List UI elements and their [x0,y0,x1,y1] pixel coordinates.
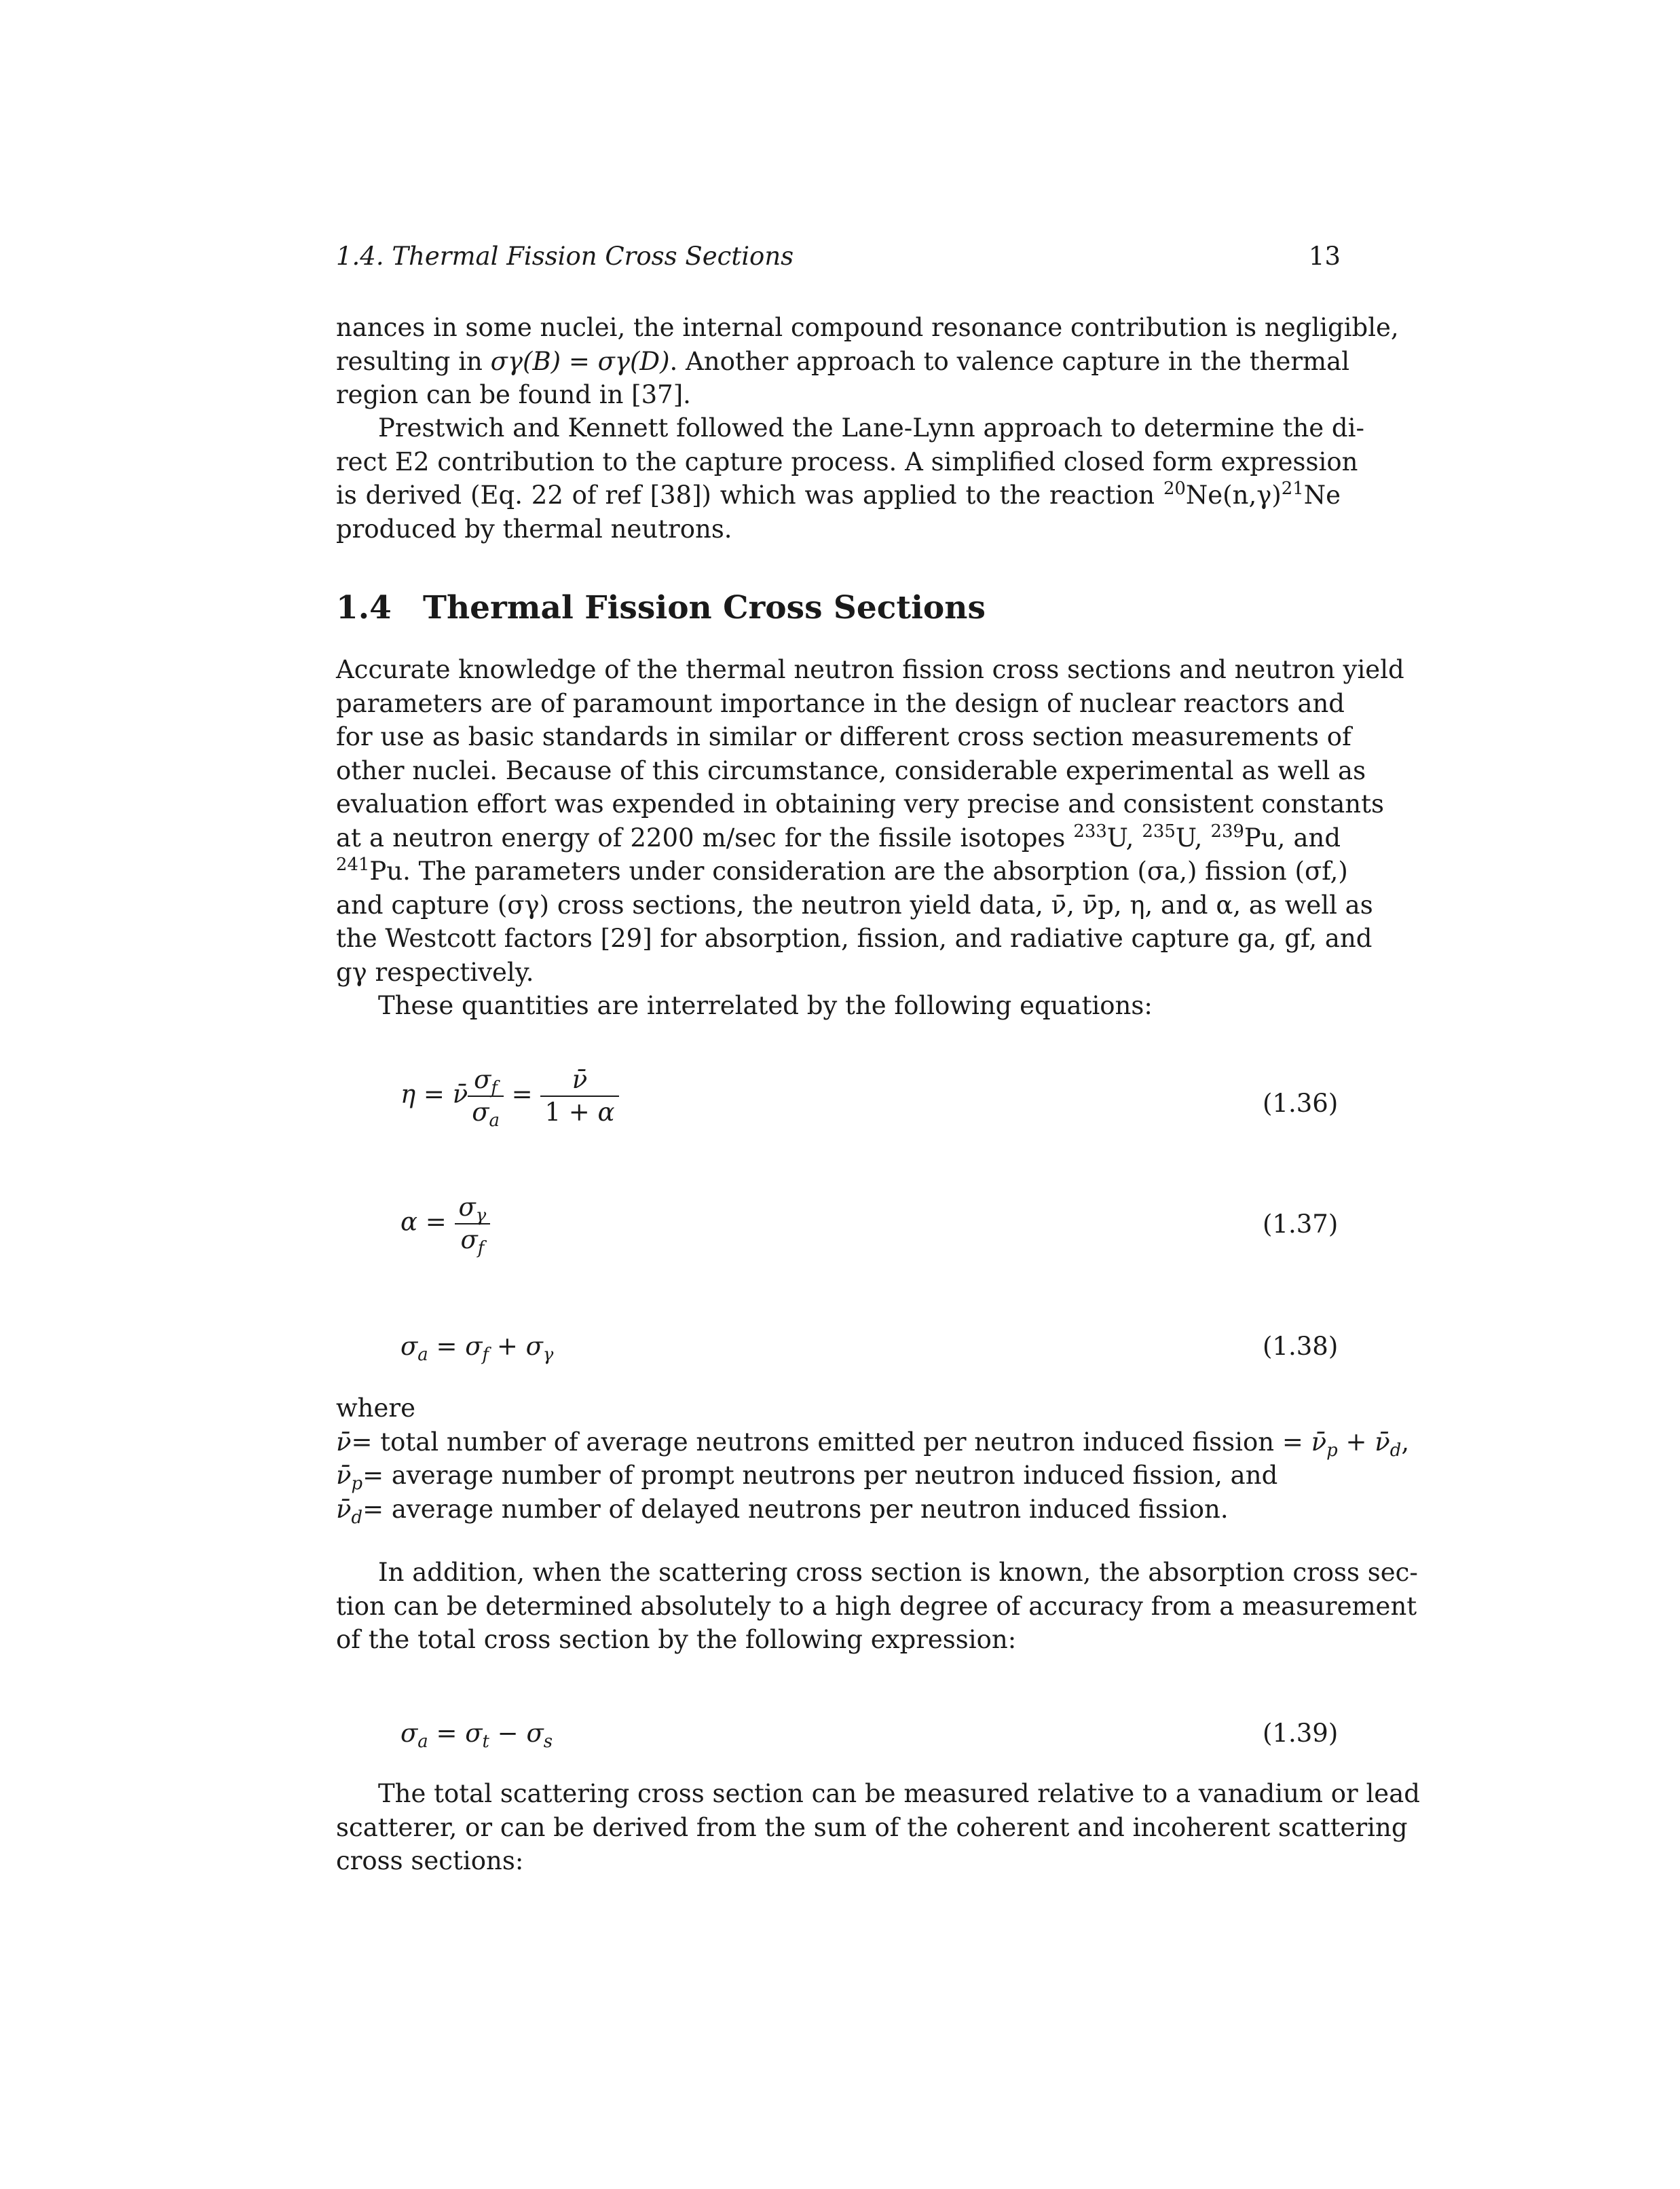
inline-math: σγ(B) = σγ(D) [490,346,670,376]
text-line: evaluation effort was expended in obtaining very precise and consistent constants [336,789,1384,819]
text-line: produced by thermal neutrons. [336,514,732,544]
text-line: tion can be determined absolutely to a high degree of accuracy from a measurement [336,1591,1417,1621]
equation-number: (1.38) [1263,1332,1339,1361]
text-line: gγ respectively. [336,957,534,987]
running-header [336,239,1341,274]
text-line: rect E2 contribution to the capture process. A simplified closed form expression [336,447,1358,476]
text-line: the Westcott factors [29] for absorption, fission, and radiative capture ga, gf, and [336,924,1373,953]
text-line: parameters are of paramount importance in the design of nuclear reactors and [336,688,1345,718]
running-title: 1.4. Thermal Fission Cross Sections [336,242,794,271]
text-line: Accurate knowledge of the thermal neutron fission cross sections and neutron yield [336,655,1404,684]
paragraph [336,653,1404,1023]
text-line: of the total cross section by the following expression: [336,1625,1017,1654]
paragraph-continuation [336,311,1399,412]
text-line: at a neutron energy of 2200 m/sec for the fissile isotopes $^{233}$U, $^{235}$U, $^{239}$Pu, and [336,821,1341,853]
text-line: Prestwich and Kennett followed the Lane-Lynn approach to determine the di- [378,413,1364,443]
text-line: The total scattering cross section can be measured relative to a vanadium or lead [378,1779,1420,1808]
section-number: 1.4 [336,589,392,626]
text-line: is derived (Eq. 22 of ref [38]) which was applied to the reaction $^{20}Ne(n,\gamma)^{21}Ne$ [336,478,1341,510]
equation-number: (1.36) [1263,1089,1339,1118]
page-number: 13 [1308,242,1341,271]
equation-1-39: $\sigma_a = \sigma_t - \sigma_s$ [400,1719,553,1752]
definition-line: $\nū_d=$ average number of delayed neutrons per neutron induced fission. [336,1494,1229,1528]
equation-number: (1.39) [1263,1719,1339,1748]
paragraph [336,1777,1420,1878]
text-line: other nuclei. Because of this circumstance, considerable experimental as well as [336,755,1366,785]
definition-line: $\nū_p=$ average number of prompt neutrons per neutron induced fission, and [336,1461,1278,1494]
definitions-block [336,1391,1410,1528]
text-line: These quantities are interrelated by the following equations: [378,991,1153,1020]
text-line: cross sections: [336,1846,524,1875]
text-line: region can be found in [37]. [336,380,691,409]
text-line: and capture (σγ) cross sections, the neutron yield data, ν̄, ν̄p, η, and α, as well as [336,890,1373,920]
equation-1-36: η = ν̄ $\frac{\sigma_f}{\sigma_a}$ = $\frac{\nū}{1 + \alpha}$ [400,1064,619,1128]
definition-line: ν̄= total number of average neutrons emitted per neutron induced fission = $\nū_p$ + $\nū_d$, [336,1427,1410,1461]
equation-number: (1.37) [1263,1210,1339,1239]
text-line: resulting in σγ(B) = σγ(D). Another approach to valence capture in the thermal [336,346,1350,376]
paragraph [336,1556,1418,1657]
where-label: where [336,1393,415,1423]
paragraph [336,411,1364,546]
section-title: Thermal Fission Cross Sections [423,589,986,626]
text-line: scatterer, or can be derived from the sum of the coherent and incoherent scattering [336,1812,1408,1842]
text-line: In addition, when the scattering cross section is known, the absorption cross sec- [378,1558,1418,1587]
equation-1-38: $\sigma_a = \sigma_f + \sigma_\gamma$ [400,1332,554,1365]
equation-1-37: α = $\frac{\sigma_\gamma}{\sigma_f}$ [400,1192,490,1256]
section-heading [336,588,986,629]
text-line: $^{241}$Pu. The parameters under consideration are the absorption (σa,) fission (σf,) [336,854,1348,886]
text-line: nances in some nuclei, the internal compound resonance contribution is negligible, [336,313,1399,342]
text-line: for use as basic standards in similar or different cross section measurements of [336,722,1351,751]
